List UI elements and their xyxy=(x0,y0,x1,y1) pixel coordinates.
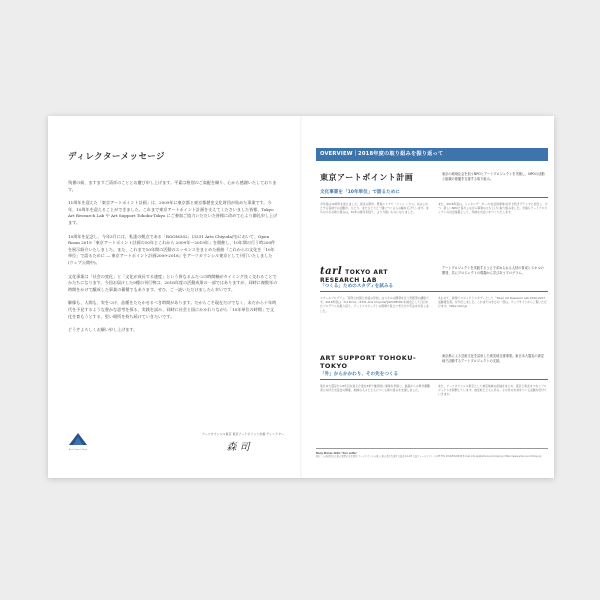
section-description: 東京都による芸術文化を活用した被災地支援事業。東日本大震災の被災地で活動するアートプロジェクトの支援。 xyxy=(442,354,544,363)
message-paragraph: 解像も、人間も、実をつけ、品種をたたかせるべき時間があります。だからこそ現在だけでなく、未だから十年時代を予見するような豊かな思考を探る、実践を試み、同時に社会と国にかかわりながら「10年単位の時間」で文化を育もうとする、堅い場所を持ち続けていきたいです。 xyxy=(68,300,277,319)
section-subtitle: 「外」からかかわり、その先をつくる xyxy=(320,372,399,377)
section-column-text: また、2018年度は、トッキング・ダーズ(社会的事業)を引き続きグランマに担当し、かつ、新しいNPOと協力しながら事業の立ち上げに取り組みました。今後もアートプロジェクトの社会基盤として、多様な出会いをつくりだします。 xyxy=(438,202,548,215)
section-logo: 東京アートポイント計画 xyxy=(320,173,414,182)
section-logo xyxy=(320,266,430,284)
section-description: 東京の地域社会を担うNPOとアートプロジェクトを実施し、NPOの活動と組織の基盤を支援する取り組み。 xyxy=(442,172,545,181)
page-title: ディレクターメッセージ xyxy=(68,152,166,162)
signature: 森 司 xyxy=(226,442,250,453)
colophon-text: 発行：公益財団法人東京都歴史文化財団 アーツカウンシル東京 東京都千代田区九段北4-1-28 九段ファーストプレイス8F TEL 03-6256-8435 E-mail info-ap@artscouncil-tokyo.jp https://www.artscouncil-tokyo.jp xyxy=(316,455,542,459)
section-rule xyxy=(320,197,548,198)
message-paragraph: 文化事業は「社会の変化」と「文化が成長する速度」という異なるふたつの時間軸がタイミング良く交わることでかたちになります。今回お届けした9種の刊行物は、2018年度の活動成果の一部ではありますが、同時に複数年の時間をかけて醸成した事業の蓄積でもあります。ぜひ、ご一読いただけましたら幸いです。 xyxy=(68,273,278,292)
message-paragraph: 残暑の候、ますますご清祥のこととお慶び申し上げます。平素は格別のご高配を賜り、心から感謝いたしております。 xyxy=(68,180,277,192)
section-rule xyxy=(320,291,548,292)
section-column-text: スクールプログラム「思考と技術と対話の学校」はスキルの開発を行う実践型の講座です。2018年度は「Art Point」(3331 Arts Chiyoda内ROOM302)を拠点として行われたプログラムを振り返り、アートプロジェクトの現場で役立つ考え方や手法を共有しました。 xyxy=(320,296,429,313)
document-spread xyxy=(48,116,554,478)
section-description: アートプロジェクトを実践するうえで求められる人材の育成とスキルの開発、共にプロジェクトの現場から学びあうプログラム。 xyxy=(442,266,544,275)
section-columns xyxy=(320,384,548,397)
section-rule xyxy=(320,379,548,380)
section-column-text: あわせて、新規プロジェクトスタディとして「Tokyo Art Research Lab 2010-2017 活動報告書」を刊行しました。これまでの学びの一部は、ウェブサイトからご覧いただけます。https://tarl.jp xyxy=(438,296,547,309)
section-subtitle: 「つくる」ためのスタディを試みる xyxy=(320,284,394,289)
tarl-script-logo: tarl xyxy=(320,266,343,277)
colophon-title: Many Stones 2019 / Tour Letter xyxy=(316,452,357,455)
section-column-text: 今年度は10周年を迎えました。東京の都市、豊島エリアで「ファン ハウス」をはじめとする各地での活動が、ひとり、またひとりと一緒につくる人の輪を広げています。まちの小さな取り組みは、10年の歳月を経て、より力強いものになりました。 xyxy=(320,202,429,215)
message-paragraph: 10周年を記念し、今年3月には、私達の拠点である「ROOM302」(3331 Arts Chiyoda内)において、Open Room 2019「東京アートポイント計画の10年とこれから 2009年〜2019年」を開催し、10年間の行う時200件を展示紹介いたしました。また、これまで10年間の活動のエッセンスをまとめた冊曲『これからの文化を「10年単位」で語るために ― 東京アートポイント計画2009-2018』をアーツカウンシル東京として刊行いたしました(ウェブ公開中)。 xyxy=(68,233,276,265)
section-subtitle: 文化事業を「10年単位」で語るために xyxy=(320,190,400,195)
section-columns xyxy=(320,296,548,313)
section-logo-text: TOKYO ART RESEARCH LAB xyxy=(320,269,388,284)
signer-title: アーツカウンシル東京 東京アートポイント計画 ディレクター xyxy=(201,432,284,436)
section-logo: ART SUPPORT TOHOKU-TOKYO xyxy=(320,354,417,370)
page-gutter xyxy=(300,116,302,478)
message-paragraph: 11周年を迎えた「東京アートポイント計画」は、2009年に東京都と東京都歴史文化財団が始めた事業です。今年、10周年を迎えることができました。これまで東京アートポイント計画を支えてくださいました皆様、Tokyo Art Research Lab や Art Support Tohoku-Tokyo にご参加ご協力いただいた皆様に改めて心より御礼申し上げます。 xyxy=(68,200,278,225)
section-columns xyxy=(320,202,548,215)
arts-council-logo-icon xyxy=(68,432,88,446)
section-column-text: また、アーツカウンシル東京として被災地域の記録をまとめ、東京と東北をつなぐプロジェクトを展開しています。被災地とともに歩み、その先の未来をつくる活動を続けていきます。 xyxy=(438,384,547,397)
message-paragraph: どうぞよろしくお願い申し上げます。 xyxy=(68,327,138,333)
overview-header: OVERVIEW｜2018年度の取り組みを振り返って xyxy=(316,148,548,161)
section-column-text: 東日本大震災から8年目を迎えた東北3県で継続的に事業を実施し、福島からの県外避難者に向けた交流会の開催、地域の人々とともにつくる取り組みを支援しました。 xyxy=(320,384,430,393)
footer-rule xyxy=(316,448,548,449)
director-message-body xyxy=(68,180,278,341)
colophon xyxy=(316,452,548,459)
logo-caption: Arts Council Tokyo xyxy=(68,449,88,451)
